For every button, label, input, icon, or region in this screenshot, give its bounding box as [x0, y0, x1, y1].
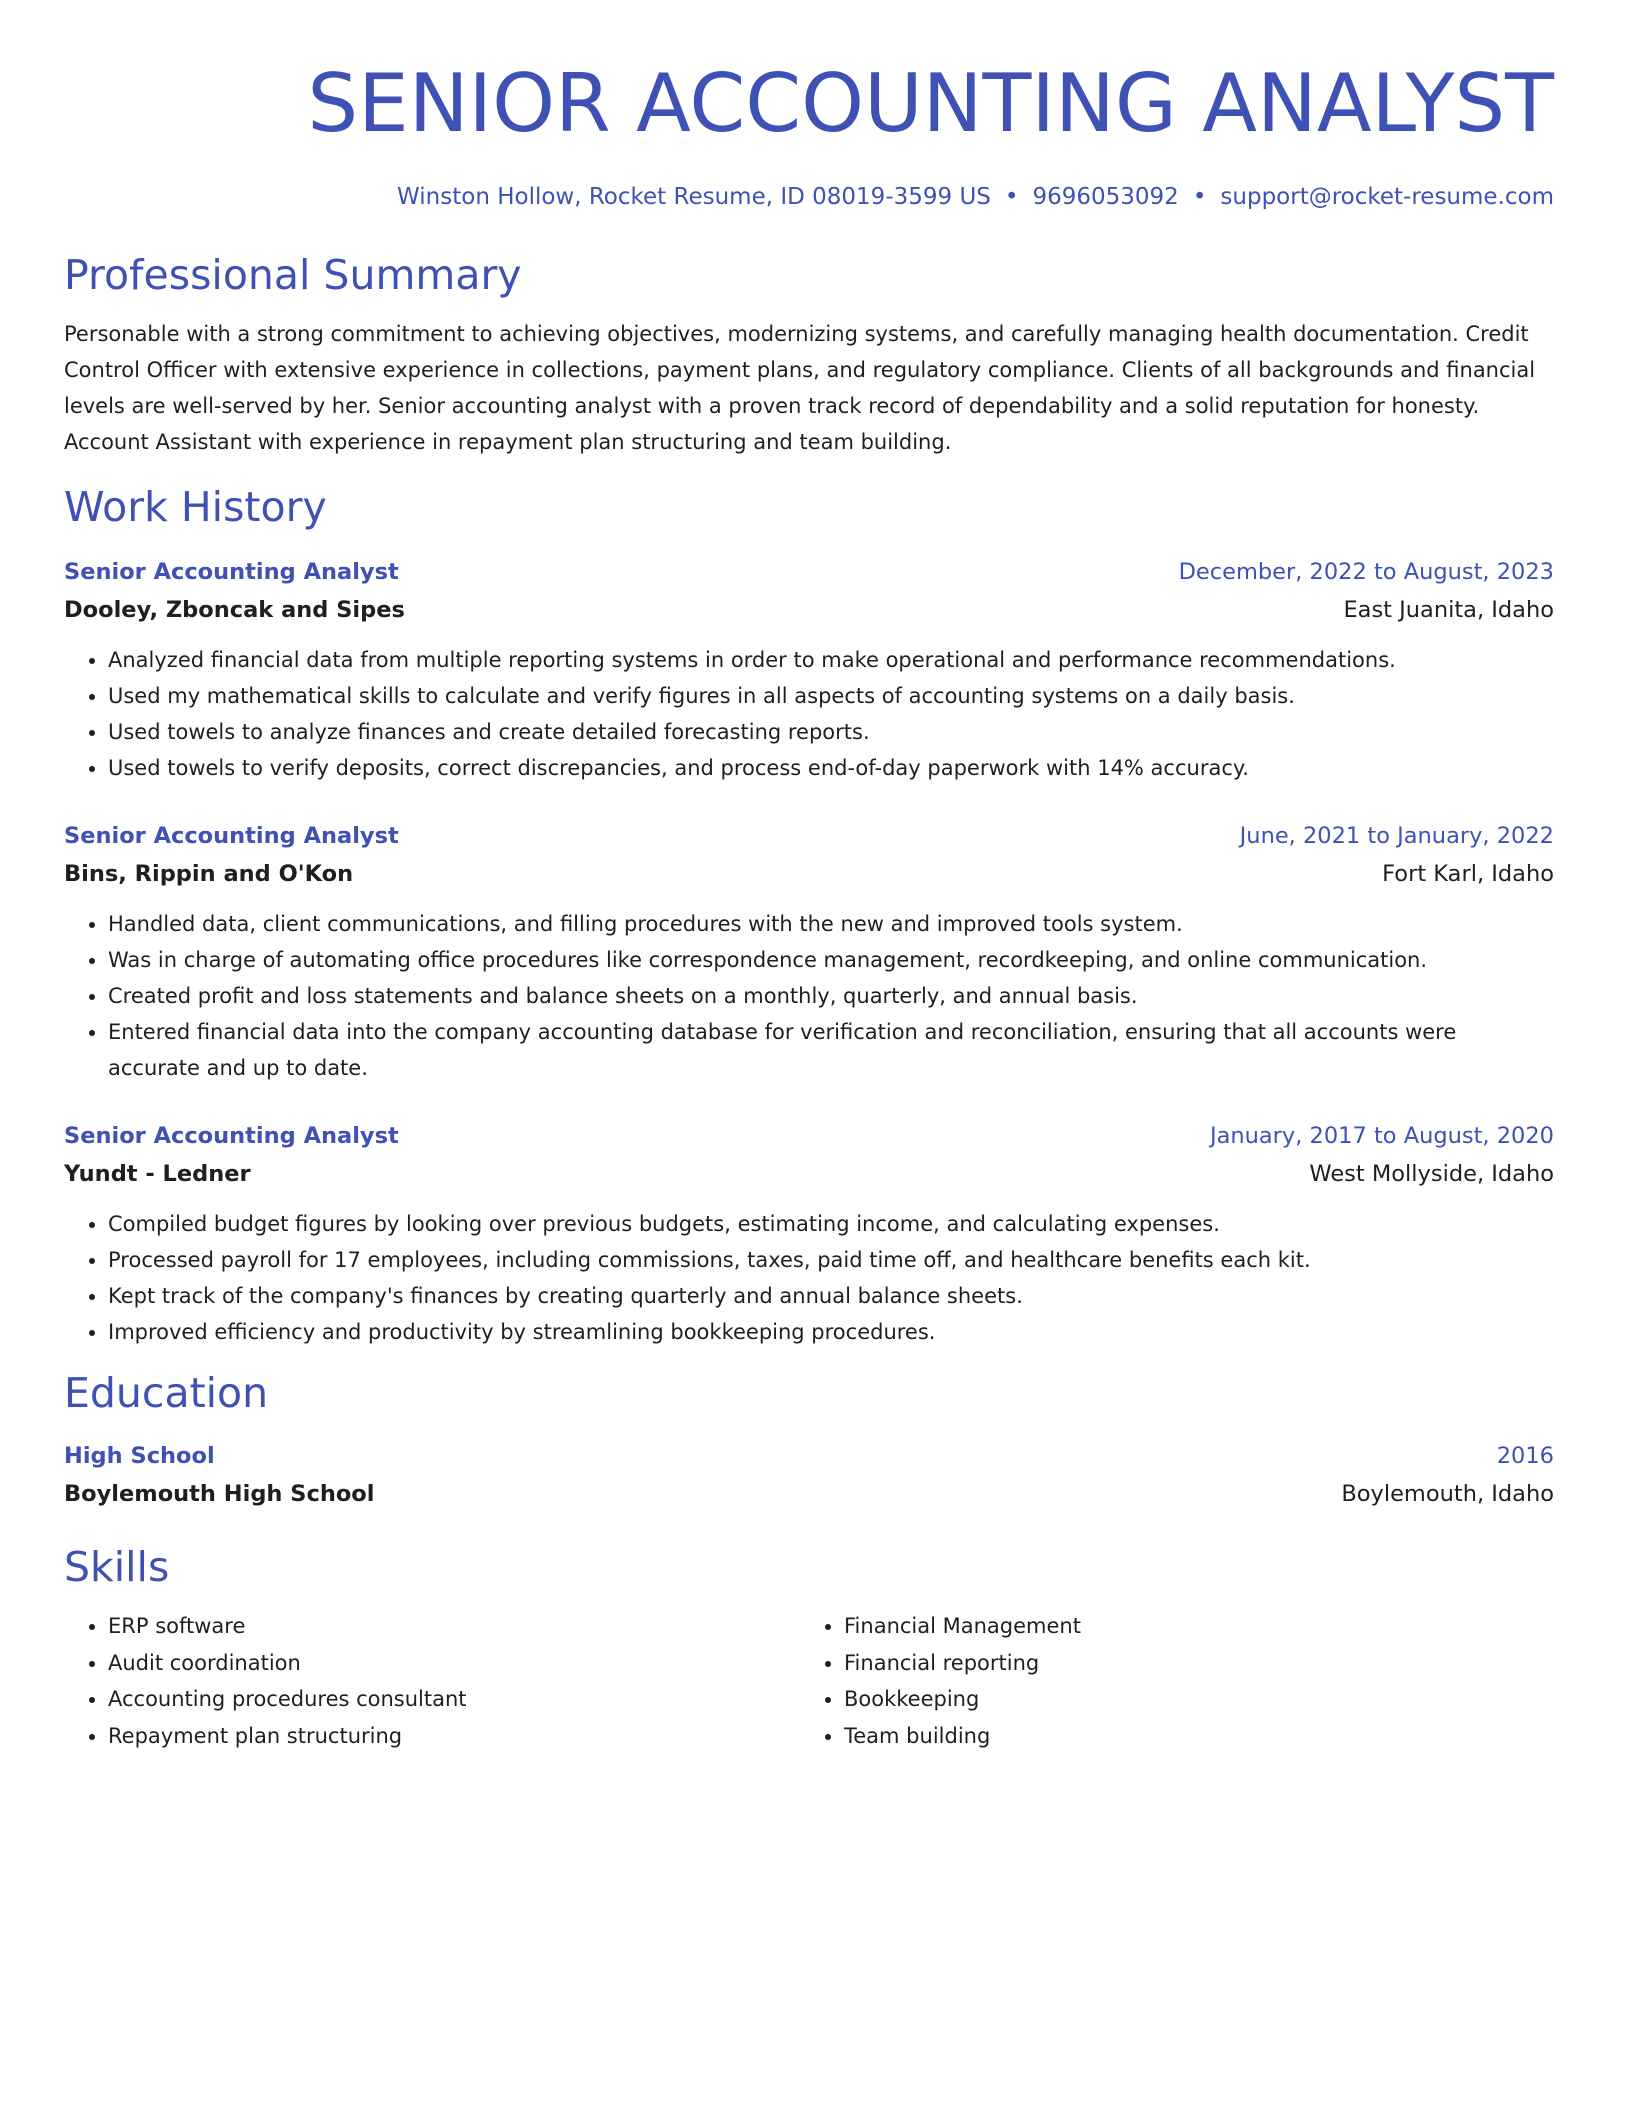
job-bullet: • Processed payroll for 17 employees, including commissions, taxes, paid time off, and healthcare benefits each kit.: [108, 1242, 1554, 1278]
contact-address: Winston Hollow, Rocket Resume, ID 08019-3599 US: [397, 184, 991, 210]
job-bullet: • Entered financial data into the company accounting database for verification and reconciliation, ensuring that all accounts were accurate and up to date.: [108, 1014, 1554, 1086]
skill-item: • Financial reporting: [844, 1645, 1536, 1682]
job-title: Senior Accounting Analyst: [64, 1123, 399, 1149]
skills-grid: [64, 1608, 1554, 1754]
contact-separator: •: [1192, 184, 1207, 210]
education-entry: [64, 1438, 1554, 1514]
resume-page: [64, 0, 1554, 1754]
job-bullets: [64, 906, 1554, 1086]
job-company: Bins, Rippin and O'Kon: [64, 861, 354, 887]
summary-text: Personable with a strong commitment to achieving objectives, modernizing systems, and carefully managing health documentation. Credit Control Officer with extensive experience in collections, payment plans, and regulatory compliance. Clients of all backgrounds and financial levels are well-served by her. Senior accounting analyst with a proven track record of dependability and a solid reputation for honesty. Account Assistant with experience in repayment plan structuring and team building.: [64, 322, 1536, 454]
job-bullets: [64, 1206, 1554, 1350]
education-year: 2016: [1496, 1443, 1554, 1469]
contact-email[interactable]: support@rocket-resume.com: [1220, 184, 1554, 210]
job-bullet: • Kept track of the company's finances by creating quarterly and annual balance sheets.: [108, 1278, 1554, 1314]
job-location: East Juanita, Idaho: [1343, 597, 1554, 623]
job-bullet: • Used towels to analyze finances and create detailed forecasting reports.: [108, 714, 1554, 750]
education-section: [64, 1368, 1554, 1514]
skill-item: • Bookkeeping: [844, 1681, 1536, 1718]
job-bullet: • Improved efficiency and productivity by streamlining bookkeeping procedures.: [108, 1314, 1554, 1350]
summary-heading: Professional Summary: [64, 251, 522, 299]
job-location: Fort Karl, Idaho: [1382, 861, 1554, 887]
job-title-row: [64, 818, 1554, 854]
education-location: Boylemouth, Idaho: [1341, 1481, 1554, 1507]
job-bullets: [64, 642, 1554, 786]
education-school-row: [64, 1474, 1554, 1514]
education-school: Boylemouth High School: [64, 1481, 375, 1507]
contact-line: [64, 182, 1554, 212]
resume-header: [64, 56, 1554, 212]
job-entry: [64, 554, 1554, 786]
skill-item: • Audit coordination: [108, 1645, 800, 1682]
job-company-row: [64, 1154, 1554, 1194]
education-heading: Education: [64, 1369, 269, 1417]
skills-column-left: [64, 1608, 800, 1754]
summary-section: [64, 250, 1554, 460]
contact-phone: 9696053092: [1032, 184, 1179, 210]
skill-item: • Accounting procedures consultant: [108, 1681, 800, 1718]
job-company-row: [64, 854, 1554, 894]
job-bullet: • Used towels to verify deposits, correct discrepancies, and process end-of-day paperwork with 14% accuracy.: [108, 750, 1554, 786]
job-company-row: [64, 590, 1554, 630]
job-bullet: • Compiled budget figures by looking over previous budgets, estimating income, and calculating expenses.: [108, 1206, 1554, 1242]
job-dates: December, 2022 to August, 2023: [1178, 559, 1554, 585]
job-location: West Mollyside, Idaho: [1309, 1161, 1554, 1187]
contact-separator: •: [1004, 184, 1019, 210]
skills-section: [64, 1542, 1554, 1754]
job-entry: [64, 1118, 1554, 1350]
job-title-row: [64, 1118, 1554, 1154]
skill-item: • ERP software: [108, 1608, 800, 1645]
skill-item: • Team building: [844, 1718, 1536, 1755]
education-degree: High School: [64, 1443, 215, 1469]
job-company: Yundt - Ledner: [64, 1161, 251, 1187]
job-title: Senior Accounting Analyst: [64, 559, 399, 585]
job-bullet: • Used my mathematical skills to calculate and verify figures in all aspects of accounting systems on a daily basis.: [108, 678, 1554, 714]
job-title: Senior Accounting Analyst: [64, 823, 399, 849]
job-dates: June, 2021 to January, 2022: [1239, 823, 1554, 849]
resume-title: SENIOR ACCOUNTING ANALYST: [307, 57, 1554, 150]
skill-item: • Financial Management: [844, 1608, 1536, 1645]
job-bullet: • Created profit and loss statements and balance sheets on a monthly, quarterly, and annual basis.: [108, 978, 1554, 1014]
job-bullet: • Was in charge of automating office procedures like correspondence management, recordkeeping, and online communication.: [108, 942, 1554, 978]
work-history-section: [64, 482, 1554, 1350]
skills-heading: Skills: [64, 1543, 170, 1591]
skill-item: • Repayment plan structuring: [108, 1718, 800, 1755]
job-bullet: • Handled data, client communications, and filling procedures with the new and improved tools system.: [108, 906, 1554, 942]
job-dates: January, 2017 to August, 2020: [1209, 1123, 1554, 1149]
job-entry: [64, 818, 1554, 1086]
job-title-row: [64, 554, 1554, 590]
work-history-heading: Work History: [64, 483, 327, 531]
job-company: Dooley, Zboncak and Sipes: [64, 597, 405, 623]
skills-column-right: [800, 1608, 1536, 1754]
job-bullet: • Analyzed financial data from multiple reporting systems in order to make operational and performance recommendations.: [108, 642, 1554, 678]
education-degree-row: [64, 1438, 1554, 1474]
